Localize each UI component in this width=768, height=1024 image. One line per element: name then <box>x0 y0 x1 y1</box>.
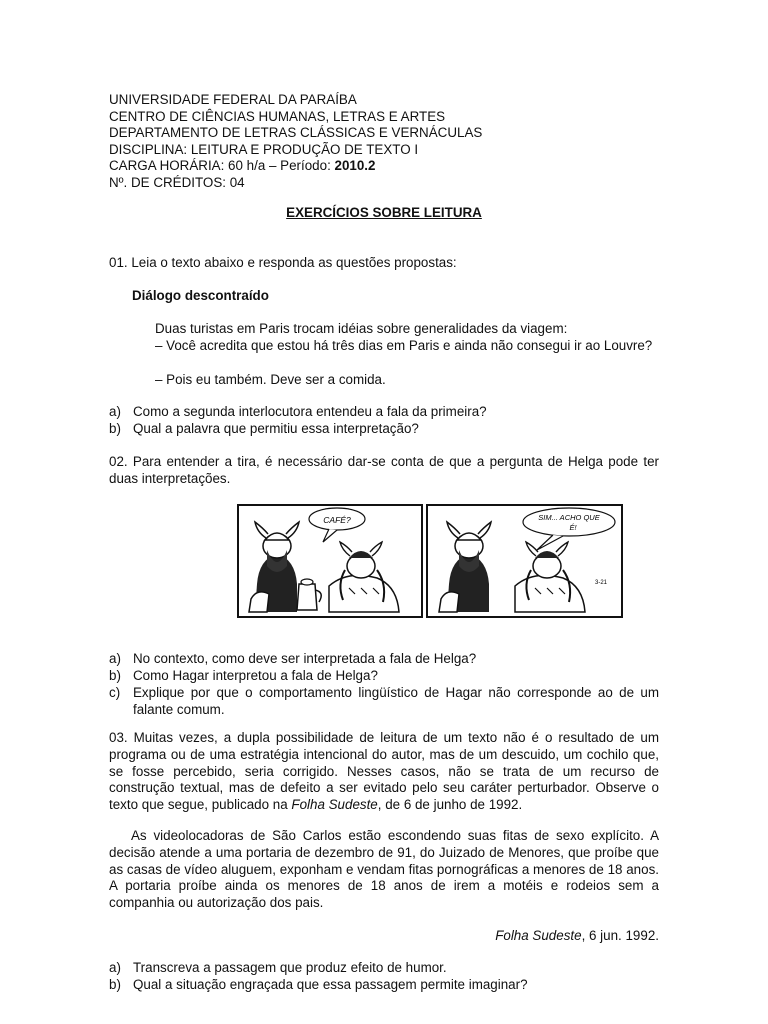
q3-item-a-text: Transcreva a passagem que produz efeito de humor. <box>133 960 447 975</box>
comic-date: 3-21 <box>595 580 608 586</box>
university-name: UNIVERSIDADE FEDERAL DA PARAÍBA <box>109 92 357 107</box>
bubble-2-text-line1: SIM... ACHO QUE <box>538 513 600 522</box>
q1-item-a-label: a) <box>109 404 121 419</box>
q1-item-b <box>109 421 659 438</box>
bubble-2-text-line2: É! <box>569 523 577 532</box>
q3-item-b-label: b) <box>109 977 121 992</box>
q2-item-c <box>109 685 659 719</box>
q1-item-b-text: Qual a palavra que permitiu essa interpretação? <box>133 421 419 436</box>
q1-text-title: Diálogo descontraído <box>132 288 269 303</box>
hagar-comic-strip <box>237 504 623 618</box>
department-name: DEPARTAMENTO DE LETRAS CLÁSSICAS E VERNÁCULAS <box>109 125 483 141</box>
q1-dialogue-line2-text: – Você acredita que estou há três dias em Paris e ainda não consegui ir ao Louvre? <box>155 338 653 353</box>
page-title: EXERCÍCIOS SOBRE LEITURA <box>286 205 482 220</box>
q3-quote-text: As videolocadoras de São Carlos estão escondendo suas fitas de sexo explícito. A decisão atende a uma portaria de dezembro de 91, do Juizado de Menores, que proíbe que as casas de vídeo aluguem, exponham e vendam fitas pornográficas a menores de 18 anos. A portaria proíbe ainda os menores de 18 anos de irem a motéis e rodeios sem a companhia ou autorização dos pais. <box>109 828 659 911</box>
q2-intro <box>109 454 659 488</box>
q3-citation-date: , 6 jun. 1992. <box>581 928 659 943</box>
q2-item-b <box>109 668 659 685</box>
center-name: CENTRO DE CIÊNCIAS HUMANAS, LETRAS E ARTES <box>109 108 446 124</box>
q1-item-a <box>109 404 659 421</box>
q3-intro-after: , de 6 de junho de 1992. <box>377 797 523 813</box>
q3-intro <box>109 730 659 814</box>
q1-intro: 01. Leia o texto abaixo e responda as questões propostas: <box>109 255 457 270</box>
q3-item-a <box>109 960 659 977</box>
discipline-name: DISCIPLINA: LEITURA E PRODUÇÃO DE TEXTO I <box>109 141 419 157</box>
q2-item-c-label: c) <box>109 685 121 700</box>
q2-item-b-label: b) <box>109 668 121 683</box>
q2-intro-text: 02. Para entender a tira, é necessário dar-se conta de que a pergunta de Helga pode ter duas interpretações. <box>109 454 659 486</box>
q1-dialogue-line1: Duas turistas em Paris trocam idéias sobre generalidades da viagem: <box>155 321 568 336</box>
q2-item-b-text: Como Hagar interpretou a fala de Helga? <box>133 668 378 683</box>
q2-item-c-text: Explique por que o comportamento lingüístico de Hagar não corresponde ao de um falante comum. <box>133 685 659 717</box>
q3-intro-before: 03. Muitas vezes, a dupla possibilidade de leitura de um texto não é o resultado de um programa ou de uma estratégia intencional do autor, mas de um descuido, um cochilo que, se fosse percebido, seria corrigido. Nesses casos, não se trata de um recurso de construção textual, mas de defeito a ser evitado pelo seu caráter perturbador. Observe o texto que segue, publicado na <box>109 730 659 813</box>
q3-intro-source: Folha Sudeste <box>291 797 378 813</box>
q2-item-a-text: No contexto, como deve ser interpretada a fala de Helga? <box>133 651 477 666</box>
q1-item-b-label: b) <box>109 421 121 436</box>
q3-quote <box>109 828 659 912</box>
q3-item-b <box>109 977 659 994</box>
q2-item-a <box>109 651 659 668</box>
q3-item-a-label: a) <box>109 960 121 975</box>
q1-dialogue-line2 <box>155 338 659 355</box>
q3-item-b-text: Qual a situação engraçada que essa passagem permite imaginar? <box>133 977 528 992</box>
workload-text: CARGA HORÁRIA: 60 h/a – Período: <box>109 158 335 174</box>
q1-dialogue-line3: – Pois eu também. Deve ser a comida. <box>155 372 386 387</box>
bubble-1-text: CAFÉ? <box>323 515 351 525</box>
period-value: 2010.2 <box>334 158 376 174</box>
q3-citation-source: Folha Sudeste <box>495 928 582 943</box>
credits-line: Nº. DE CRÉDITOS: 04 <box>109 174 245 190</box>
q3-intro-text <box>109 730 659 814</box>
q3-citation <box>109 928 659 945</box>
q2-item-a-label: a) <box>109 651 121 666</box>
workload-line <box>109 158 482 175</box>
q1-item-a-text: Como a segunda interlocutora entendeu a fala da primeira? <box>133 404 487 419</box>
course-header <box>109 92 482 192</box>
